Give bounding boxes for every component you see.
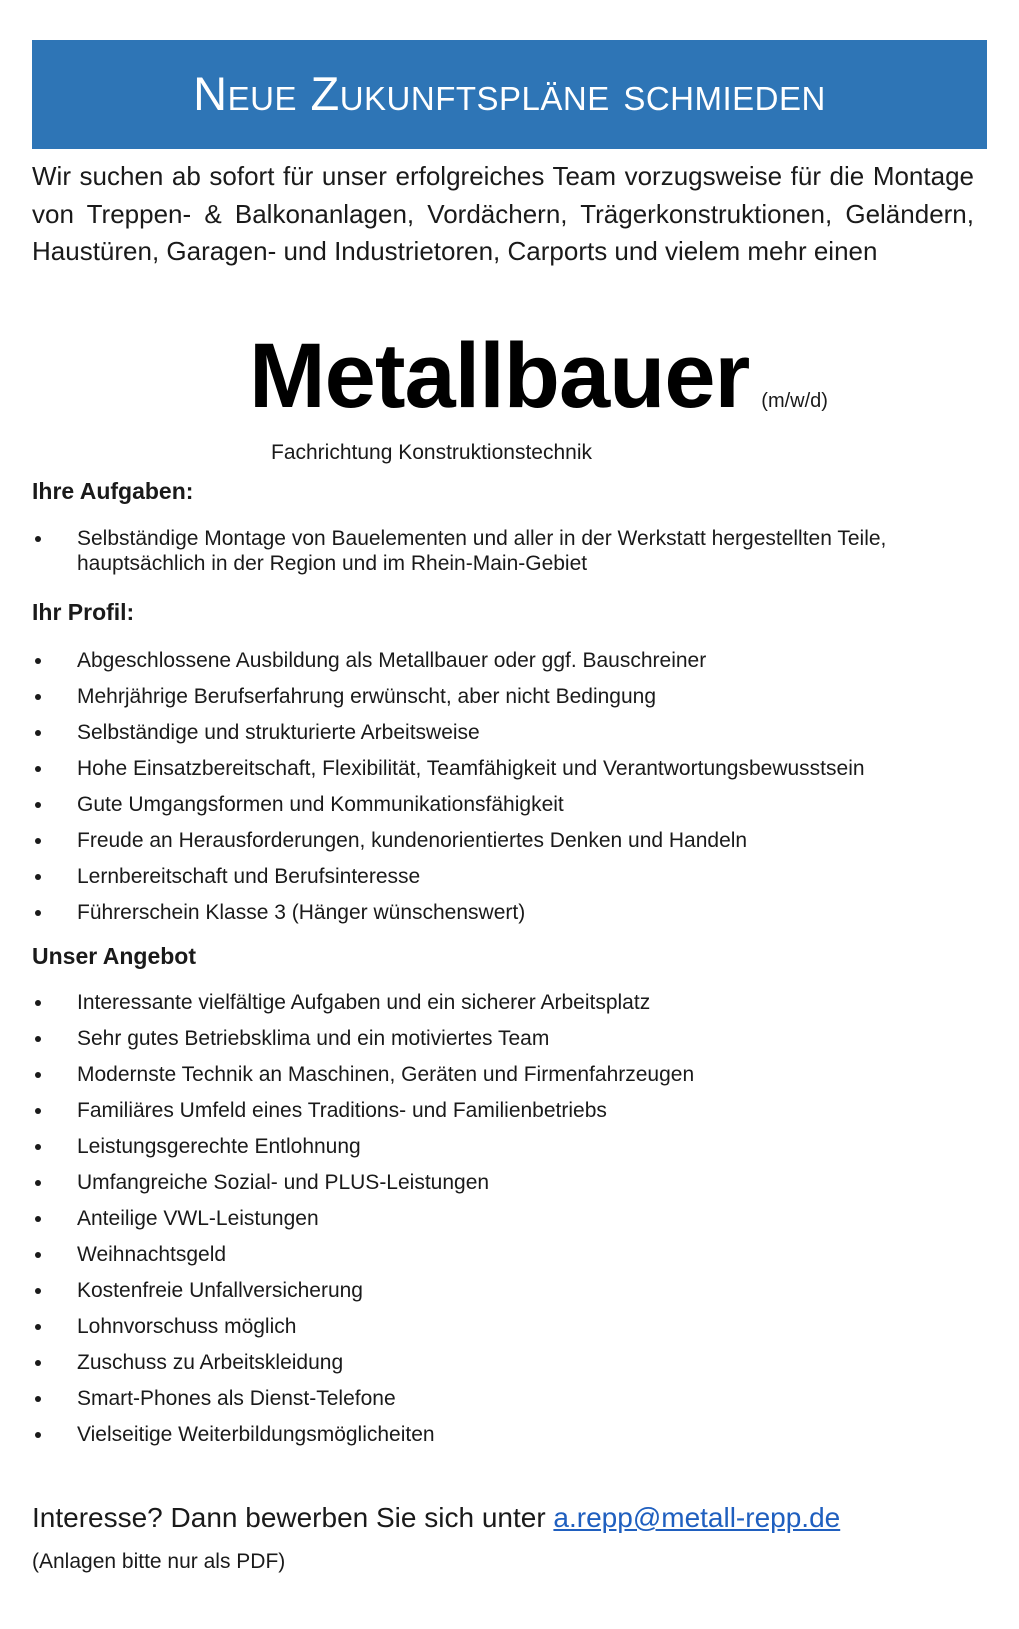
profile-heading: Ihr Profil: [32, 599, 135, 625]
list-item-text: Mehrjährige Berufserfahrung erwünscht, aber nicht Bedingung [77, 685, 657, 708]
list-item-text: Gute Umgangsformen und Kommunikationsfähigkeit [77, 793, 564, 816]
list-item [32, 792, 987, 817]
list-item [32, 1062, 987, 1087]
job-headline [0, 325, 1019, 427]
tasks-list [32, 526, 987, 587]
list-item [32, 1206, 987, 1231]
list-item-text: Smart-Phones als Dienst-Telefone [77, 1387, 396, 1410]
intro-paragraph: Wir suchen ab sofort für unser erfolgreiches Team vorzugsweise für die Montage von Treppen- & Balkonanlagen, Vordächern, Trägerkonstruktionen, Geländern, Haustüren, Garagen- und Industrietoren, Carports und vielem mehr einen [32, 161, 974, 266]
bullet-icon [35, 874, 41, 880]
list-item [32, 900, 987, 925]
list-item-text: Führerschein Klasse 3 (Hänger wünschenswert) [77, 901, 526, 924]
list-item [32, 756, 987, 781]
list-item [32, 1098, 987, 1123]
list-item-text: Hohe Einsatzbereitschaft, Flexibilität, Teamfähigkeit und Verantwortungsbewusstsein [77, 757, 865, 780]
bullet-icon [35, 1036, 41, 1042]
bullet-icon [35, 1252, 41, 1258]
list-item-text: Vielseitige Weiterbildungsmöglicheiten [77, 1423, 435, 1446]
list-item [32, 1278, 987, 1303]
header-banner [32, 40, 987, 149]
job-title: Metallbauer [249, 325, 750, 427]
list-item [32, 684, 987, 709]
list-item-text: Interessante vielfältige Aufgaben und ein sicherer Arbeitsplatz [77, 991, 651, 1014]
bullet-icon [35, 1432, 41, 1438]
cta-text: Interesse? Dann bewerben Sie sich unter [32, 1502, 554, 1533]
list-item [32, 1134, 987, 1159]
list-item [32, 648, 987, 673]
bullet-icon [35, 1000, 41, 1006]
bullet-icon [35, 536, 41, 542]
application-call-to-action [32, 1502, 840, 1534]
bullet-icon [35, 766, 41, 772]
bullet-icon [35, 1144, 41, 1150]
list-item-text: Weihnachtsgeld [77, 1243, 227, 1266]
offer-list [32, 990, 987, 1458]
list-item-text: Lernbereitschaft und Berufsinteresse [77, 865, 421, 888]
list-item [32, 1242, 987, 1267]
bullet-icon [35, 730, 41, 736]
list-item [32, 1350, 987, 1375]
bullet-icon [35, 802, 41, 808]
bullet-icon [35, 1180, 41, 1186]
email-link[interactable]: a.repp@metall-repp.de [553, 1502, 841, 1533]
bullet-icon [35, 1324, 41, 1330]
list-item-text: Abgeschlossene Ausbildung als Metallbauer oder ggf. Bauschreiner [77, 649, 707, 672]
offer-heading: Unser Angebot [32, 943, 196, 969]
list-item-text: Selbständige und strukturierte Arbeitsweise [77, 721, 480, 744]
bullet-icon [35, 1396, 41, 1402]
bullet-icon [35, 1216, 41, 1222]
job-subtitle: Fachrichtung Konstruktionstechnik [271, 441, 592, 464]
list-item-text: Sehr gutes Betriebsklima und ein motiviertes Team [77, 1027, 550, 1050]
bullet-icon [35, 910, 41, 916]
list-item [32, 990, 987, 1015]
list-item [32, 1314, 987, 1339]
bullet-icon [35, 838, 41, 844]
bullet-icon [35, 658, 41, 664]
list-item-text: Freude an Herausforderungen, kundenorientiertes Denken und Handeln [77, 829, 748, 852]
attachment-note: (Anlagen bitte nur als PDF) [32, 1550, 286, 1573]
banner-title: Neue Zukunftspläne schmieden [193, 67, 826, 120]
list-item-text: Kostenfreie Unfallversicherung [77, 1279, 363, 1302]
list-item [32, 1170, 987, 1195]
list-item-text: Lohnvorschuss möglich [77, 1315, 297, 1338]
list-item [32, 526, 987, 576]
gender-note: (m/w/d) [761, 390, 828, 412]
list-item-text: Leistungsgerechte Entlohnung [77, 1135, 361, 1158]
list-item-text: Modernste Technik an Maschinen, Geräten und Firmenfahrzeugen [77, 1063, 695, 1086]
list-item-text: Selbständige Montage von Bauelementen und aller in der Werkstatt hergestellten Teile, hauptsächlich in der Region und im Rhein-Main-Gebiet [77, 527, 887, 575]
list-item [32, 720, 987, 745]
bullet-icon [35, 1360, 41, 1366]
list-item-text: Anteilige VWL-Leistungen [77, 1207, 319, 1230]
profile-list [32, 648, 987, 936]
bullet-icon [35, 694, 41, 700]
list-item [32, 1026, 987, 1051]
list-item-text: Zuschuss zu Arbeitskleidung [77, 1351, 344, 1374]
tasks-heading: Ihre Aufgaben: [32, 478, 194, 504]
bullet-icon [35, 1072, 41, 1078]
list-item-text: Familiäres Umfeld eines Traditions- und Familienbetriebs [77, 1099, 607, 1122]
bullet-icon [35, 1288, 41, 1294]
list-item [32, 1422, 987, 1447]
list-item [32, 828, 987, 853]
list-item [32, 1386, 987, 1411]
list-item [32, 864, 987, 889]
bullet-icon [35, 1108, 41, 1114]
list-item-text: Umfangreiche Sozial- und PLUS-Leistungen [77, 1171, 490, 1194]
